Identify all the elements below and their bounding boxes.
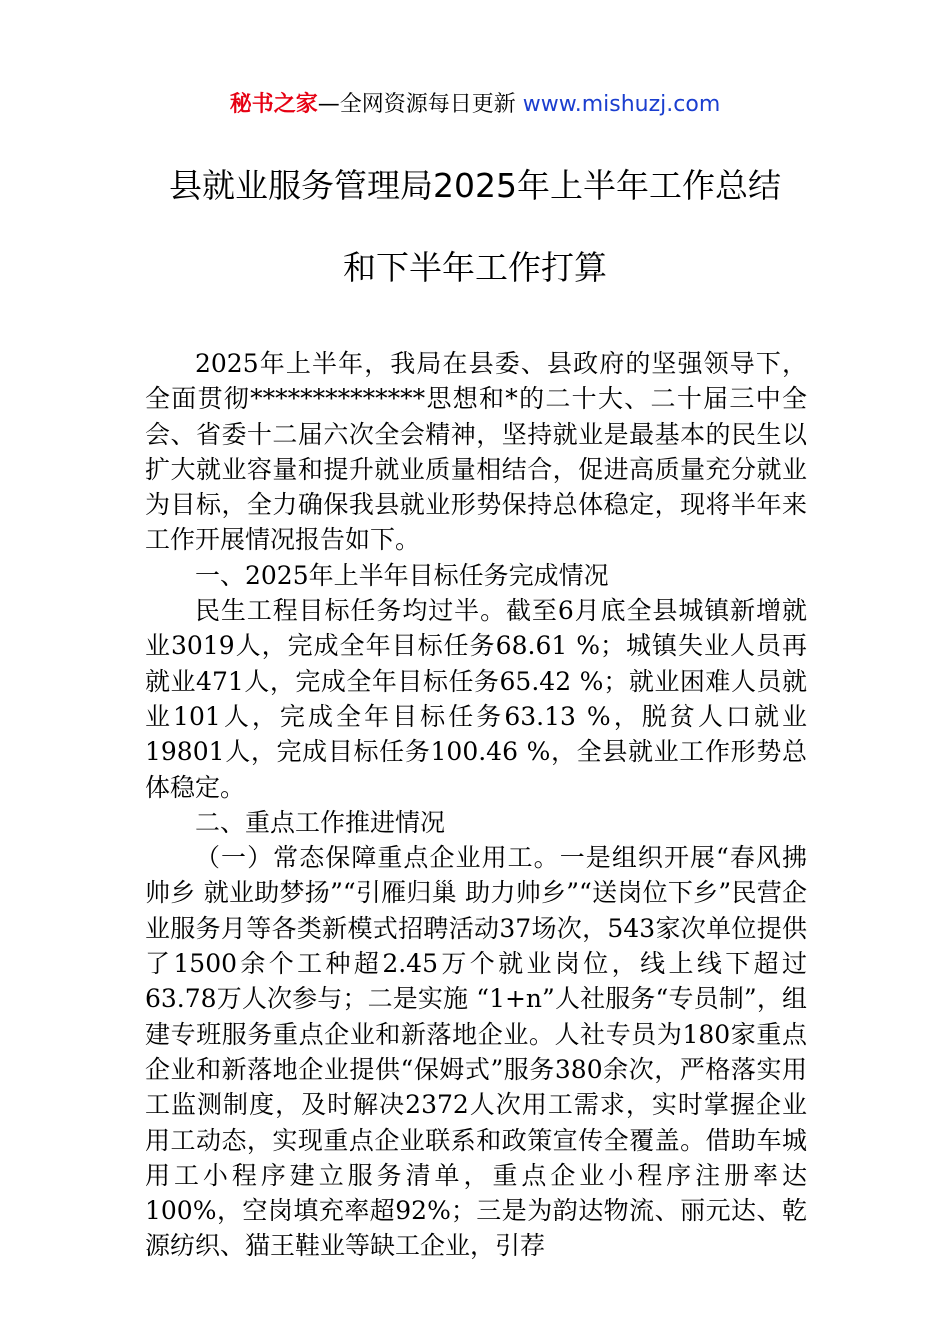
header-tagline: —全网资源每日更新	[317, 92, 523, 117]
document-body	[145, 346, 807, 1264]
site-url-link[interactable]: www.mishuzj.com	[522, 92, 721, 117]
document-title-line-2: 和下半年工作打算	[343, 248, 607, 287]
section-heading-1: 一、2025年上半年目标任务完成情况	[195, 560, 609, 590]
document-title-line-1: 县就业服务管理局2025年上半年工作总结	[169, 166, 781, 205]
paragraph-key-work-1: （一）常态保障重点企业用工。一是组织开展“春风拂帅乡 就业助梦扬”“引雁归巢 助力帅乡”“送岗位下乡”民营企业服务月等各类新模式招聘活动37场次，543家次单位提供了1500余个工种超2.45万个就业岗位，线上线下超过63.78万人次参与；二是实施 “1+n”人社服务“专员制”，组建专班服务重点企业和新落地企业。人社专员为180家重点企业和新落地企业提供“保姆式”服务380余次，严格落实用工监测制度，及时解决2372人次用工需求，实时掌握企业用工动态，实现重点企业联系和政策宣传全覆盖。借助车城用工小程序建立服务清单，重点企业小程序注册率达100%，空岗填充率超92%；三是为韵达物流、丽元达、乾源纺织、猫王鞋业等缺工企业，引荐	[145, 843, 807, 1261]
brand-name: 秘书之家	[229, 92, 318, 117]
section-heading-2: 二、重点工作推进情况	[195, 807, 446, 837]
site-header	[0, 88, 950, 122]
paragraph-targets: 民生工程目标任务均过半。截至6月底全县城镇新增就业3019人，完成全年目标任务68.61 %；城镇失业人员再就业471人，完成全年目标任务65.42 %；就业困难人员就业101人，完成全年目标任务63.13 %，脱贫人口就业19801人，完成目标任务100.46 %，全县就业工作形势总体稳定。	[145, 596, 807, 802]
paragraph-intro: 2025年上半年，我局在县委、县政府的坚强领导下，全面贯彻**************思想和*的二十大、二十届三中全会、省委十二届六次全会精神，坚持就业是最基本的民生以扩大就业容量和提升就业质量相结合，促进高质量充分就业为目标，全力确保我县就业形势保持总体稳定，现将半年来工作开展情况报告如下。	[145, 349, 807, 555]
document-title	[60, 158, 890, 296]
